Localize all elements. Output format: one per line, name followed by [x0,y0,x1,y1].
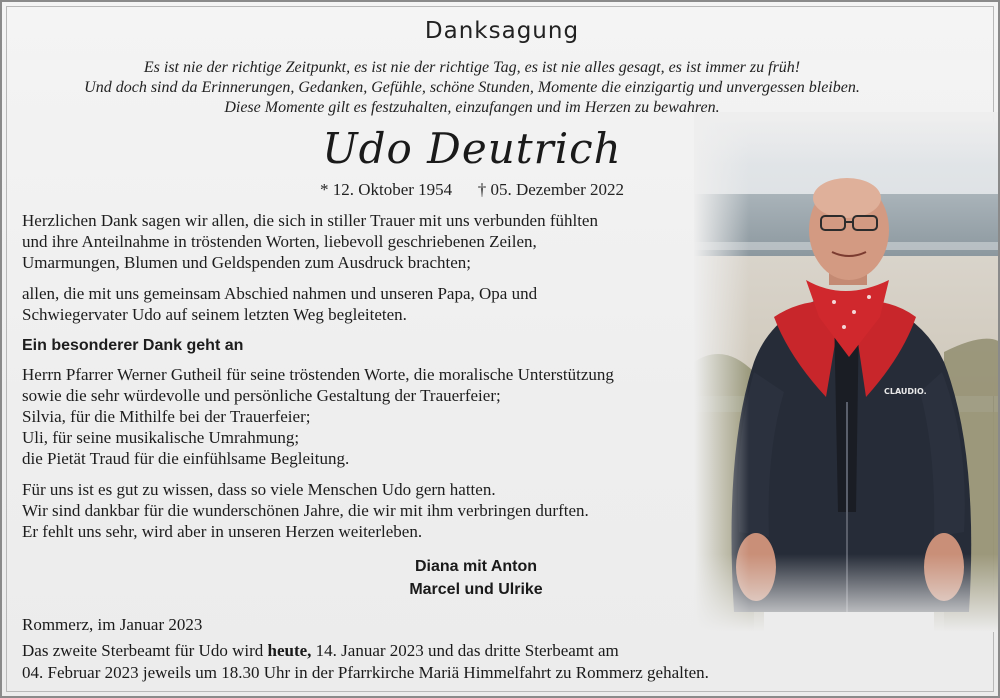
text-line: Er fehlt uns sehr, wird aber in unseren Herzen weiterleben. [22,522,423,541]
text-line: Herzlichen Dank sagen wir allen, die sich in stiller Trauer mit uns verbunden fühlten [22,211,598,230]
signers [266,555,686,601]
quote-line: Es ist nie der richtige Zeitpunkt, es ist nie der richtige Tag, es ist nie alles gesagt, es ist immer zu früh! [143,59,801,76]
page-title: Danksagung [424,18,580,44]
paragraph [22,210,712,273]
text-line: Silvia, für die Mithilfe bei der Trauerfeier; [22,407,311,426]
text-line: Schwiegervater Udo auf seinem letzten Weg begleiteten. [22,305,407,324]
text-line: Herrn Pfarrer Werner Gutheil für seine tröstenden Worte, die moralische Unterstützung [22,365,614,384]
announcement-text: 14. Januar 2023 und das dritte Sterbeamt am [311,641,619,660]
text-line: Wir sind dankbar für die wunderschönen Jahre, die wir mit ihm verbringen durften. [22,501,589,520]
paragraph [22,364,712,469]
announcement-text: Das zweite Sterbeamt für Udo wird [22,641,268,660]
text-line: und ihre Anteilnahme in tröstenden Worten, liebevoll geschriebenen Zeilen, [22,232,537,251]
paragraph [22,479,712,542]
quote-line: Und doch sind da Erinnerungen, Gedanken, Gefühle, schöne Stunden, Momente die einzigartig und unvergessen bleiben. [84,79,860,96]
signer-line: Marcel und Ulrike [409,581,543,598]
text-line: allen, die mit uns gemeinsam Abschied nahmen und unseren Papa, Opa und [22,284,538,303]
text-line: Umarmungen, Blumen und Geldspenden zum Ausdruck brachten; [22,253,471,272]
text-line [22,640,822,662]
text-line: die Pietät Traud für die einfühlsame Begleitung. [22,449,350,468]
thanks-text [22,210,712,552]
jacket-logo: CLAUDIO. [884,387,927,396]
mass-announcement [22,640,822,684]
text-line: Uli, für seine musikalische Umrahmung; [22,428,300,447]
quote-line: Diese Momente gilt es festzuhalten, einzufangen und im Herzen zu bewahren. [224,99,720,116]
place-date: Rommerz, im Januar 2023 [22,615,203,634]
text-line: Für uns ist es gut zu wissen, dass so viele Menschen Udo gern hatten. [22,480,496,499]
today-emphasis: heute, [267,641,312,660]
quote-block [2,58,942,118]
signer-line: Diana mit Anton [414,558,538,575]
text-line: 04. Februar 2023 jeweils um 18.30 Uhr in der Pfarrkirche Mariä Himmelfahrt zu Rommerz gehalten. [22,663,709,682]
paragraph [22,283,712,325]
birth-date: * 12. Oktober 1954 [319,180,453,199]
life-dates [2,180,942,200]
death-date: † 05. Dezember 2022 [477,180,625,199]
text-line: sowie die sehr würdevolle und persönliche Gestaltung der Trauerfeier; [22,386,501,405]
special-thanks-heading: Ein besonderer Dank geht an [22,337,244,354]
deceased-name: Udo Deutrich [322,124,622,173]
